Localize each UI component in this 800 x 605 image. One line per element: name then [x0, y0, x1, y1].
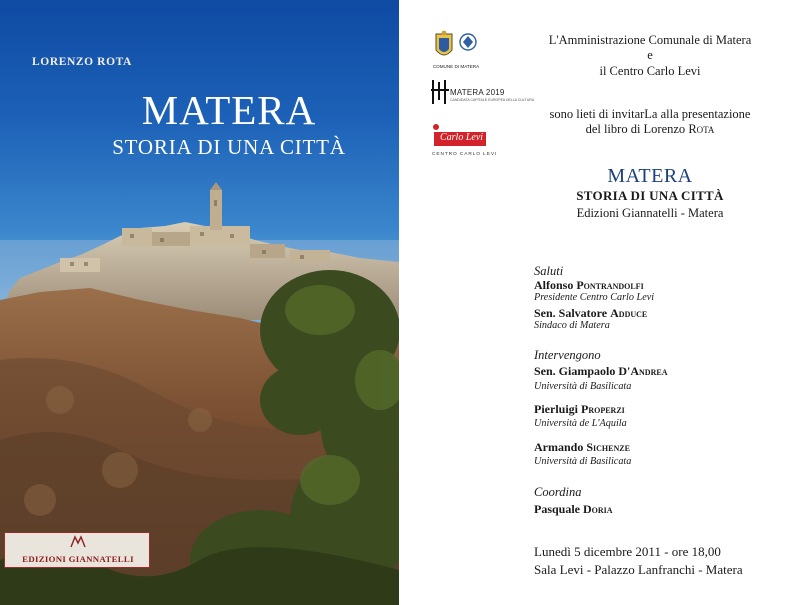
book-cover [0, 0, 399, 605]
speaker-name [534, 440, 630, 455]
section-intervengono: Intervengono [534, 348, 601, 362]
author-surname: Rota [688, 122, 715, 136]
speaker-first-name: Alfonso [534, 278, 577, 292]
speaker-last-name: Adduce [610, 306, 648, 320]
speaker-name [534, 502, 613, 517]
speaker-role: Università di Basilicata [534, 381, 632, 392]
centro-carlo-levi-logo [430, 122, 500, 162]
invitation-line-2 [510, 122, 790, 137]
event-title: MATERA [607, 165, 693, 187]
speaker-first-name: Sen. Giampaolo D' [534, 364, 631, 378]
matera-2019-text: MATERA 2019 [450, 88, 505, 97]
publisher-logo-icon [69, 535, 87, 549]
speaker-name [534, 306, 647, 321]
speaker-name [534, 402, 625, 417]
speaker-first-name: Sen. Salvatore [534, 306, 611, 320]
book-title: MATERA [141, 87, 317, 133]
host-line-3: il Centro Carlo Levi [599, 64, 701, 78]
speaker-first-name: Pierluigi [534, 402, 581, 416]
matera-2019-mark-icon [430, 78, 450, 106]
speaker-first-name: Pasquale [534, 502, 584, 516]
event-subtitle: STORIA DI UNA CITTÀ [576, 188, 724, 203]
coat-of-arms-icon [430, 30, 480, 64]
event-date: Lunedì 5 dicembre 2011 - ore 18,00 [534, 544, 721, 559]
comune-caption: COMUNE DI MATERA [432, 64, 480, 69]
book-author: LORENZO ROTA [32, 56, 132, 68]
event-publisher: Edizioni Giannatelli - Matera [576, 206, 724, 220]
matera-2019-subtext: CANDIDATA CAPITALE EUROPEA DELLA CULTURA [450, 98, 535, 102]
invitation-line-1: sono lieti di invitarLa alla presentazione [549, 107, 751, 121]
publisher-badge [4, 532, 150, 568]
speaker-role: Università di Basilicata [534, 456, 632, 467]
speaker-role: Università de L'Aquila [534, 418, 627, 429]
invitation-line-2-text: del libro di Lorenzo [585, 122, 689, 136]
speaker-role: Presidente Centro Carlo Levi [534, 292, 655, 303]
comune-di-matera-logo [430, 30, 480, 70]
section-saluti: Saluti [534, 264, 564, 278]
matera-2019-logo [430, 78, 535, 108]
speaker-role: Sindaco di Matera [534, 320, 610, 331]
publisher-name: EDIZIONI GIANNATELLI [22, 554, 134, 564]
speaker-last-name: Andrea [630, 364, 668, 378]
speaker-name [534, 364, 667, 379]
speaker-name [534, 278, 644, 293]
host-line-1: L'Amministrazione Comunale di Matera [548, 33, 752, 47]
event-venue: Sala Levi - Palazzo Lanfranchi - Matera [534, 562, 743, 577]
carlo-levi-caption: CENTRO CARLO LEVI [432, 152, 498, 157]
speaker-last-name: Sichenze [586, 440, 630, 454]
speaker-last-name: Pontrandolfi [576, 278, 644, 292]
speaker-first-name: Armando [534, 440, 587, 454]
section-coordina: Coordina [534, 485, 582, 499]
book-subtitle: STORIA DI UNA CITTÀ [112, 135, 346, 159]
speaker-last-name: Doria [583, 502, 613, 516]
host-line-2: e [647, 48, 653, 62]
speaker-last-name: Properzi [581, 402, 625, 416]
carlo-levi-signature: Carlo Levi [440, 132, 484, 143]
